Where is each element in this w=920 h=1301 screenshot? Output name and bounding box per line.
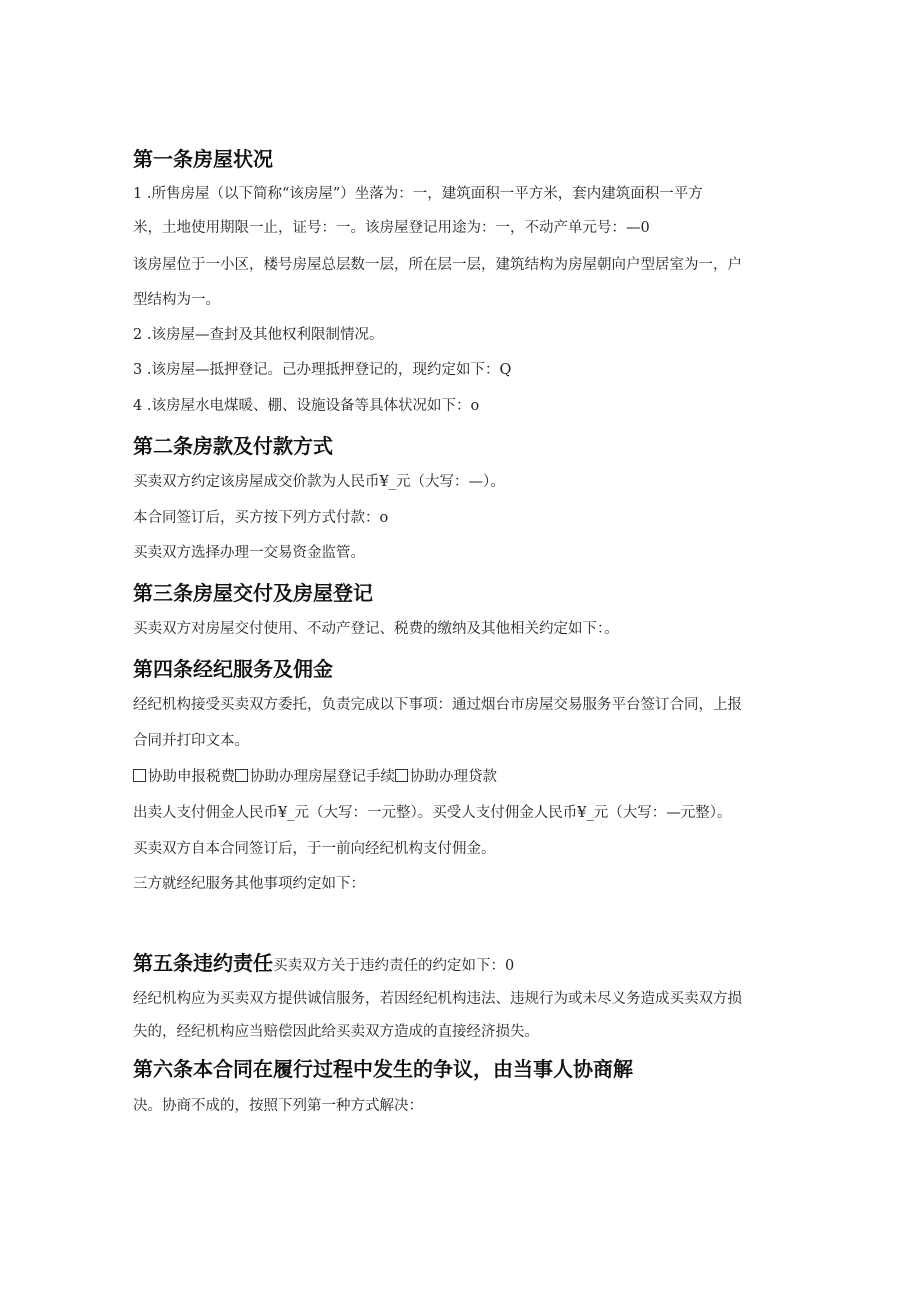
section-5-inline-text: 买卖双方关于违约责任的约定如下：0 [273, 958, 515, 974]
paragraph: 3 .该房屋—抵押登记。己办理抵押登记的，现约定如下：Q [133, 362, 512, 378]
paragraph: 型结构为一。 [133, 292, 220, 308]
paragraph: 该房屋位于一小区，楼号房屋总层数一层，所在层一层，建筑结构为房屋朝向户型居室为一，户 [133, 257, 742, 273]
paragraph: 三方就经纪服务其他事项约定如下： [133, 876, 365, 892]
checkbox-loan[interactable] [395, 769, 408, 782]
section-6-heading: 第六条本合同在履行过程中发生的争议，由当事人协商解 [133, 1057, 633, 1081]
paragraph: 1 .所售房屋（以下简称“该房屋”）坐落为：一，建筑面积一平方米，套内建筑面积一平方 [133, 186, 703, 202]
checkbox-tax-label: 协助申报税费 [148, 769, 235, 785]
section-2-heading: 第二条房款及付款方式 [133, 434, 333, 458]
checkbox-row [133, 767, 497, 787]
paragraph: 失的，经纪机构应当赔偿因此给买卖双方造成的直接经济损失。 [133, 1024, 539, 1040]
checkbox-registration-label: 协助办理房屋登记手续 [250, 769, 395, 785]
section-5-line [133, 950, 514, 979]
paragraph: 买卖双方对房屋交付使用、不动产登记、税费的缴纳及其他相关约定如下：。 [133, 621, 619, 637]
checkbox-tax[interactable] [133, 769, 146, 782]
paragraph: 出卖人支付佣金人民币¥_元（大写：一元整）。买受人支付佣金人民币¥_元（大写：—元整）。 [133, 805, 732, 821]
paragraph: 2 .该房屋—查封及其他权利限制情况。 [133, 327, 384, 343]
checkbox-registration[interactable] [235, 769, 248, 782]
paragraph: 决。协商不成的，按照下列第一种方式解决： [133, 1098, 423, 1114]
paragraph: 经纪机构应为买卖双方提供诚信服务，若因经纪机构违法、违规行为或未尽义务造成买卖双方损 [133, 991, 742, 1007]
section-5-heading: 第五条违约责任 [133, 951, 273, 975]
paragraph: 4 .该房屋水电煤暖、棚、设施设备等具体状况如下：o [133, 398, 480, 414]
paragraph: 米，土地使用期限一止，证号：一。该房屋登记用途为：一，不动产单元号：—0 [133, 220, 650, 236]
paragraph: 经纪机构接受买卖双方委托，负责完成以下事项：通过烟台市房屋交易服务平台签订合同，上报 [133, 697, 742, 713]
paragraph: 合同并打印文本。 [133, 733, 249, 749]
section-1-heading: 第一条房屋状况 [133, 147, 273, 171]
section-3-heading: 第三条房屋交付及房屋登记 [133, 581, 373, 605]
section-4-heading: 第四条经纪服务及佣金 [133, 657, 333, 681]
paragraph: 买卖双方选择办理一交易资金监管。 [133, 545, 365, 561]
paragraph: 买卖双方约定该房屋成交价款为人民币¥_元（大写：—）。 [133, 474, 505, 490]
paragraph: 本合同签订后，买方按下列方式付款：o [133, 510, 389, 526]
paragraph: 买卖双方自本合同签订后，于一前向经纪机构支付佣金。 [133, 841, 496, 857]
checkbox-loan-label: 协助办理贷款 [410, 769, 497, 785]
